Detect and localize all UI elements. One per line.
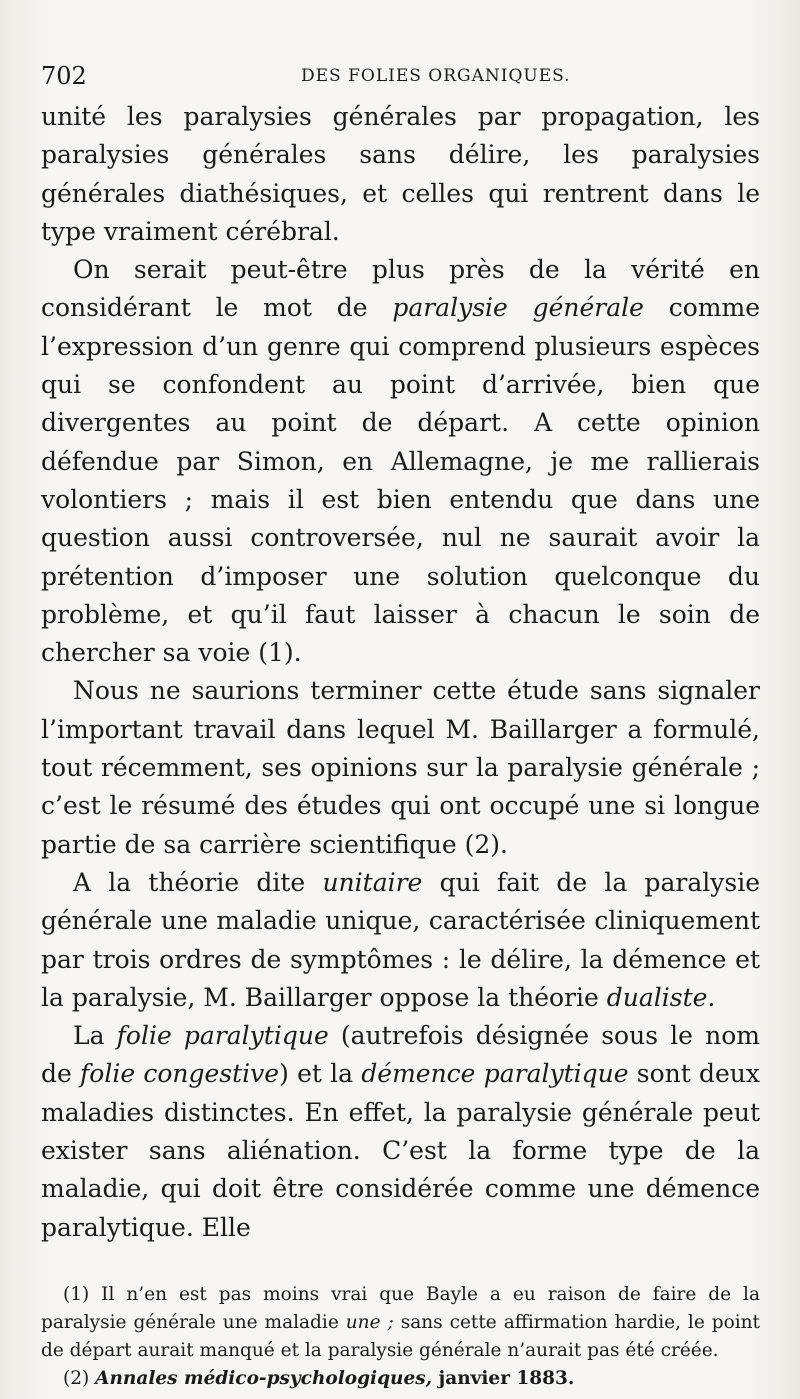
running-head	[41, 58, 760, 98]
footnote-1	[41, 1281, 760, 1365]
footnote-2-italic-a: Annales médico-psychologiques,	[95, 1367, 433, 1389]
paragraph-3	[41, 672, 760, 863]
paragraph-1-text: unité les paralysies générales par propagation, les paralysies générales sans délire, les paralysies générales diathésiques, et celles qui rentrent dans le type vraiment cérébral.	[41, 102, 760, 246]
paragraph-4-text-a: A la théorie dite	[73, 867, 323, 897]
footnote-1-italic-a: une ;	[345, 1311, 394, 1333]
paragraph-3-text: Nous ne saurions terminer cette étude sans signaler l’important travail dans lequel M. Baillarger a formulé, tout récemment, ses opinions sur la paralysie générale ; c’est le résumé des études qui ont occupé une si longue partie de sa carrière scientifique (2).	[41, 676, 760, 859]
paragraph-4	[41, 864, 760, 1017]
footnotes	[41, 1281, 760, 1393]
paragraph-5-text-d: sont deux maladies distinctes. En effet, la paralysie générale peut exister sans aliénation. C’est la forme type de la maladie, qui doit être considérée comme une démence paralytique. Elle	[41, 1059, 761, 1242]
paragraph-2	[41, 251, 760, 672]
footnote-2-text-b: janvier 1883.	[432, 1367, 575, 1389]
footnote-1-text-a: (1) Il n’en est pas moins vrai que Bayle a eu raison de faire de la paralysie générale une maladie	[41, 1283, 760, 1333]
paragraph-4-italic-b: dualiste.	[606, 982, 716, 1012]
paragraph-5-italic-c: démence paralytique	[361, 1059, 629, 1089]
paragraph-5-text-a: La	[73, 1021, 117, 1051]
paragraph-1	[41, 98, 760, 251]
paragraph-5-italic-b: folie congestive	[80, 1059, 280, 1089]
paragraph-5-text-c: ) et la	[279, 1059, 362, 1089]
body-text	[41, 98, 760, 1247]
page-number: 702	[41, 62, 87, 90]
paragraph-5	[41, 1017, 760, 1247]
paragraph-2-italic-a: paralysie générale	[392, 293, 644, 323]
footnote-2	[41, 1365, 760, 1393]
paragraph-4-italic-a: unitaire	[322, 867, 423, 897]
running-title: DES FOLIES ORGANIQUES.	[301, 66, 571, 86]
paragraph-5-italic-a: folie paralytique	[116, 1021, 329, 1051]
paragraph-2-text-a: On serait peut-être plus près de la vérité en considérant le mot de	[41, 255, 760, 323]
footnote-2-text-a: (2)	[63, 1367, 96, 1389]
paragraph-2-text-b: comme l’expression d’un genre qui comprend plusieurs espèces qui se confondent au point d’arrivée, bien que divergentes au point de départ. A cette opinion défendue par Simon, en Allemagne, je me rallierais volontiers ; mais il est bien entendu que dans une question aussi controversée, nul ne saurait avoir la prétention d’imposer une solution quelconque du problème, et qu’il faut laisser à chacun le soin de chercher sa voie (1).	[41, 293, 760, 668]
paragraph-4-text-b: qui fait de la paralysie générale une maladie unique, caractérisée cliniquement par trois ordres de symptômes : le délire, la démence et la paralysie, M. Baillarger oppose la théorie	[41, 867, 760, 1012]
footnote-1-text-b: sans cette affirmation hardie, le point de départ aurait manqué et la paralysie générale n’aurait pas été créée.	[41, 1311, 760, 1361]
paragraph-5-text-b: (autrefois désignée sous le nom de	[41, 1021, 760, 1089]
